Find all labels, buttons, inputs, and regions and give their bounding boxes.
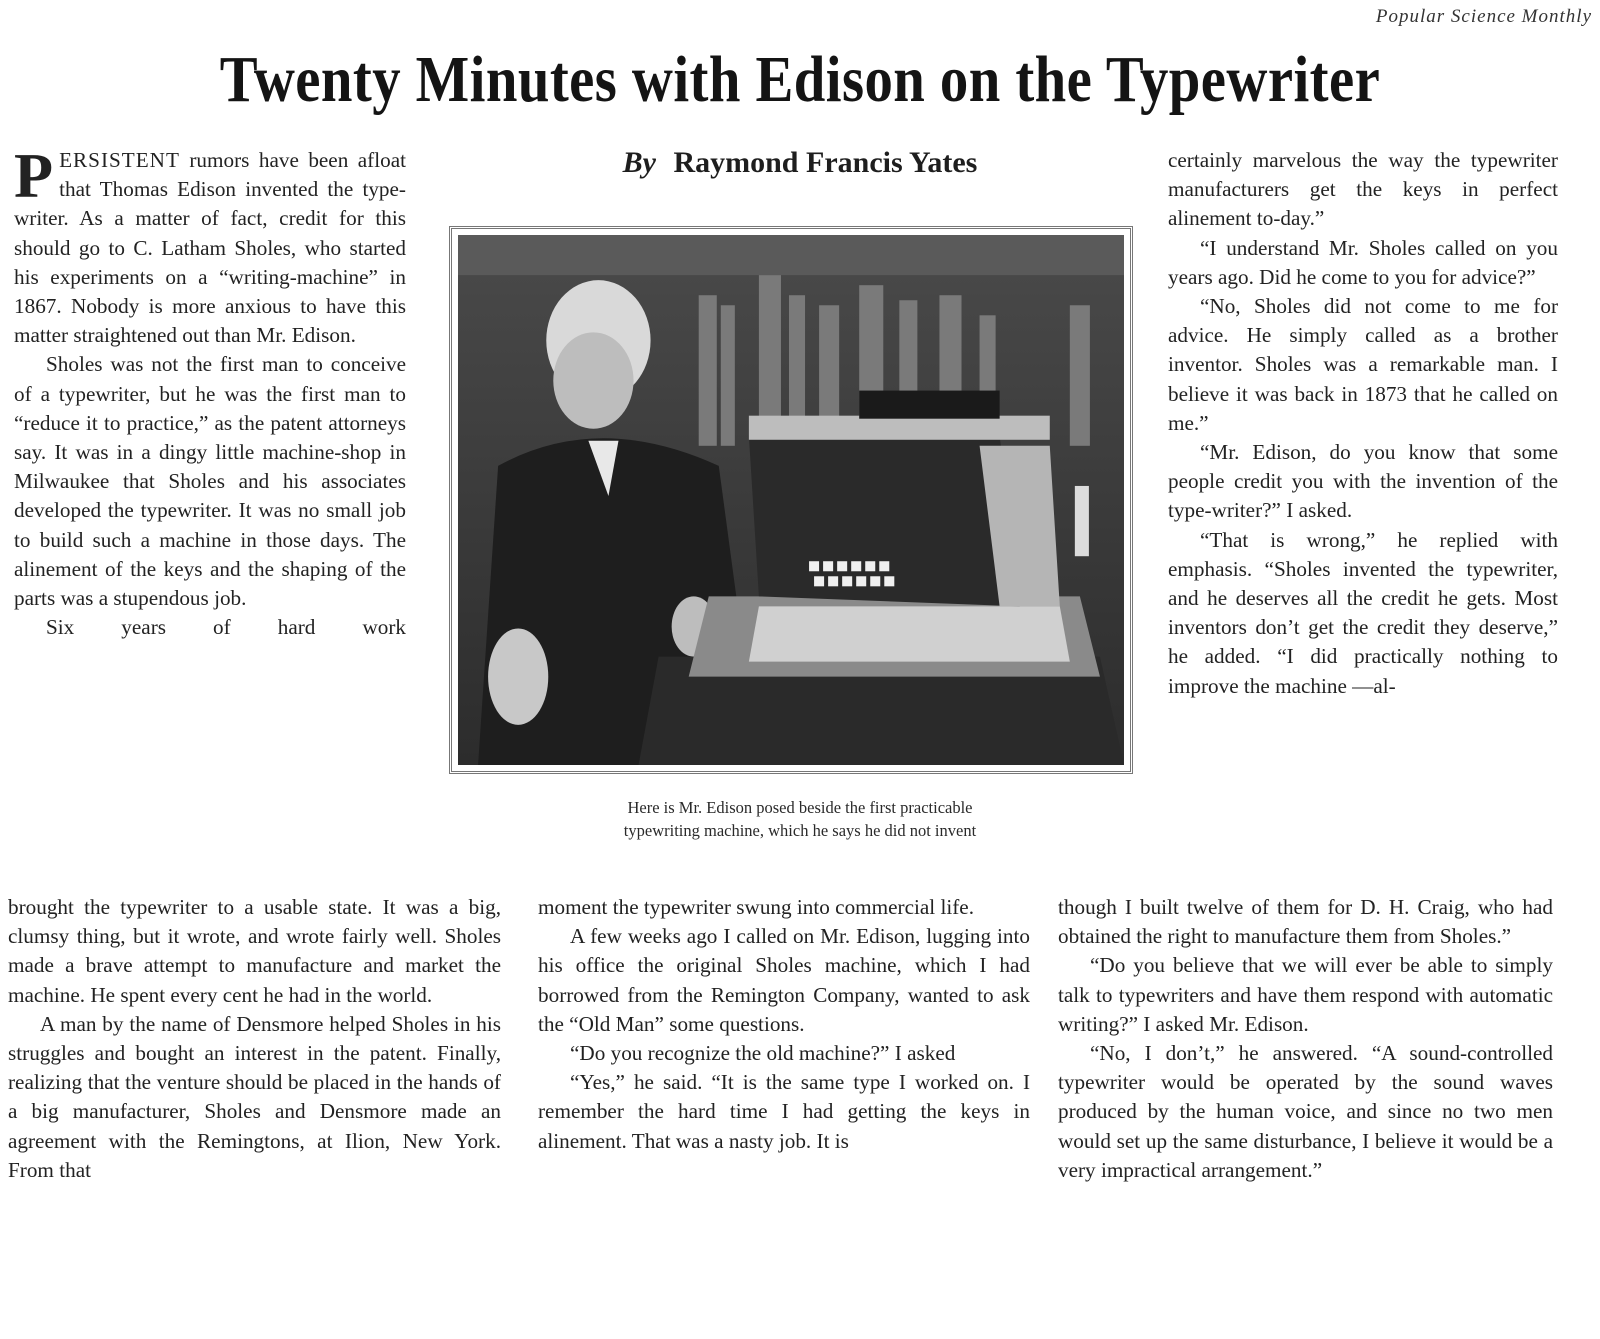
caption-line-2: typewriting machine, which he says he did not invent xyxy=(623,821,977,840)
paragraph: “Do you believe that we will ever be able to simply talk to typewriters and have them respond with automatic writing?” I asked Mr. Edison. xyxy=(1058,953,1553,1036)
paragraph: Six years of hard work xyxy=(46,615,406,640)
paragraph: “Mr. Edison, do you know that some people credit you with the invention of the type-writer?” I asked. xyxy=(1168,440,1558,523)
paragraph: A man by the name of Densmore helped Sholes in his struggles and bought an interest in the patent. Finally, realizing that the venture should be placed in the hands of a big manufacturer, Sholes and Densmore made an agreement with the Remingtons, at Ilion, New York. From that xyxy=(8,1011,501,1182)
byline xyxy=(440,146,1160,180)
paragraph: moment the typewriter swung into commercial life. xyxy=(538,895,974,919)
lead-in: ERSISTENT xyxy=(59,148,180,172)
byline-author: Raymond Francis Yates xyxy=(673,146,978,179)
caption-line-1: Here is Mr. Edison posed beside the first practicable xyxy=(627,798,973,817)
paragraph: “That is wrong,” he replied with emphasis. “Sholes invented the typewriter, and he deserves all the credit he gets. Most inventors don’t get the credit they deserve,” he added. “I did practically nothing to improve the machine —al- xyxy=(1168,527,1558,698)
column-3-upper xyxy=(1168,146,1558,701)
figure-frame xyxy=(449,226,1133,774)
paragraph: “Do you recognize the old machine?” I asked xyxy=(570,1041,956,1066)
paragraph: “No, Sholes did not come to me for advice. He simply called as a brother inventor. Sholes was a remarkable man. I believe it was back in 1873 that he called on me.” xyxy=(1168,294,1558,435)
paragraph: brought the typewriter to a usable state. It was a big, clumsy thing, but it wrote, and wrote fairly well. Sholes made a brave attempt to manufacture and market the machine. He spent every cent he had in the world. xyxy=(8,895,501,1007)
paragraph: though I built twelve of them for D. H. Craig, who had obtained the right to manufacture them from Sholes.” xyxy=(1058,895,1553,949)
paragraph: “Yes,” he said. “It is the same type I worked on. I remember the hard time I had getting the keys in alinement. That was a nasty job. It is xyxy=(538,1070,1030,1153)
column-3-lower xyxy=(1058,893,1553,1185)
paragraph: “No, I don’t,” he answered. “A sound-controlled typewriter would be operated by the sound waves produced by the human voice, and since no two men would set up the same disturbance, I believe it would be a very impractical arrangement.” xyxy=(1058,1041,1553,1182)
running-head: Popular Science Monthly xyxy=(1375,6,1592,27)
paragraph: Sholes was not the first man to conceive of a typewriter, but he was the first man to “reduce it to practice,” as the patent attorneys say. It was in a dingy little machine-shop in Milwaukee that Sholes and his associates developed the typewriter. It was no small job to build such a machine in those days. The alinement of the keys and the shaping of the parts was a stupendous job. xyxy=(14,352,406,611)
photo-illustration xyxy=(458,235,1124,765)
paragraph: “I understand Mr. Sholes called on you years ago. Did he come to you for advice?” xyxy=(1168,235,1558,289)
figure-caption xyxy=(440,796,1160,842)
article-title: Twenty Minutes with Edison on the Typewriter xyxy=(219,43,1381,116)
paragraph: A few weeks ago I called on Mr. Edison, lugging into his office the original Sholes machine, which I had borrowed from the Remington Company, wanted to ask the “Old Man” some questions. xyxy=(538,924,1030,1036)
paragraph: certainly marvelous the way the typewriter manufacturers get the keys in perfect alinement to-day.” xyxy=(1168,148,1558,231)
paragraph xyxy=(14,140,406,350)
paragraph-text: rumors have been afloat that Thomas Edison invented the type-writer. As a matter of fact, credit for this should go to C. Latham Sholes, who started his experiments on a “writing-machine” in 1867. Nobody is more anxious to have this matter straightened out than Mr. Edison. xyxy=(14,148,406,348)
byline-prefix: By xyxy=(622,146,656,179)
column-1-upper xyxy=(14,140,406,642)
column-1-lower xyxy=(8,893,501,1185)
column-2-lower xyxy=(538,893,1030,1156)
edison-typewriter-photo xyxy=(458,235,1124,765)
drop-cap: P xyxy=(14,140,54,211)
